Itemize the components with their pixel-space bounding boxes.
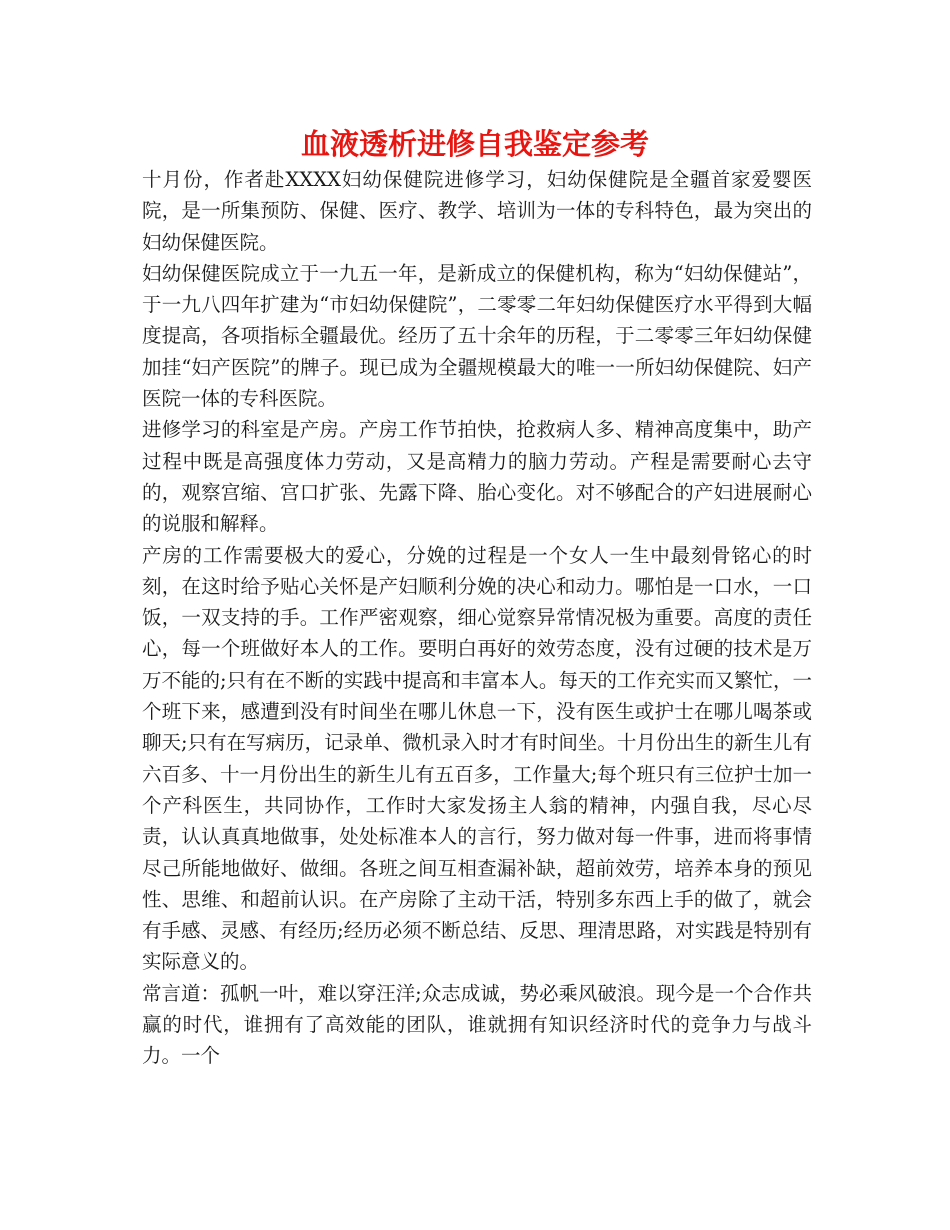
document-body	[142, 164, 812, 1072]
paragraph-5: 常言道：孤帆一叶，难以穿汪洋;众志成诚，势必乘风破浪。现今是一个合作共赢的时代，谁拥有了高效能的团队，谁就拥有知识经济时代的竞争力与战斗力。一个	[142, 981, 812, 1068]
paragraph-2: 妇幼保健医院成立于一九五一年，是新成立的保健机构，称为“妇幼保健站”，于一九八四年扩建为“市妇幼保健院”，二零零二年妇幼保健医疗水平得到大幅度提高，各项指标全疆最优。经历了五十余年的历程，于二零零三年妇幼保健加挂“妇产医院”的牌子。现已成为全疆规模最大的唯一一所妇幼保健院、妇产医院一体的专科医院。	[142, 261, 812, 411]
paragraph-1: 十月份，作者赴XXXX妇幼保健院进修学习，妇幼保健院是全疆首家爱婴医院，是一所集预防、保健、医疗、教学、培训为一体的专科特色，最为突出的妇幼保健医院。	[142, 168, 812, 254]
paragraph-3: 进修学习的科室是产房。产房工作节拍快，抢救病人多、精神高度集中，助产过程中既是高强度体力劳动，又是高精力的脑力劳动。产程是需要耐心去守的，观察宫缩、宫口扩张、先露下降、胎心变化。对不够配合的产妇进展耐心的说服和解释。	[142, 418, 812, 536]
document-title: 血液透析进修自我鉴定参考	[300, 127, 649, 161]
paragraph-4: 产房的工作需要极大的爱心，分娩的过程是一个女人一生中最刻骨铭心的时刻，在这时给予贴心关怀是产妇顺利分娩的决心和动力。哪怕是一口水，一口饭，一双支持的手。工作严密观察，细心觉察异常情况极为重要。高度的责任心，每一个班做好本人的工作。要明白再好的效劳态度，没有过硬的技术是万万不能的;只有在不断的实践中提高和丰富本人。每天的工作充实而又繁忙，一个班下来，感遭到没有时间坐在哪儿休息一下，没有医生或护士在哪儿喝茶或聊天;只有在写病历，记录单、微机录入时才有时间坐。十月份出生的新生儿有六百多、十一月份出生的新生儿有五百多，工作量大;每个班只有三位护士加一个产科医生，共同协作，工作时大家发扬主人翁的精神，内强自我，尽心尽责，认认真真地做事，处处标准本人的言行，努力做对每一件事，进而将事情尽己所能地做好、做细。各班之间互相查漏补缺，超前效劳，培养本身的预见性、思维、和超前认识。在产房除了主动干活，特别多东西上手的做了，就会有手感、灵感、有经历;经历必须不断总结、反思、理清思路，对实践是特别有实际意义的。	[142, 543, 812, 974]
